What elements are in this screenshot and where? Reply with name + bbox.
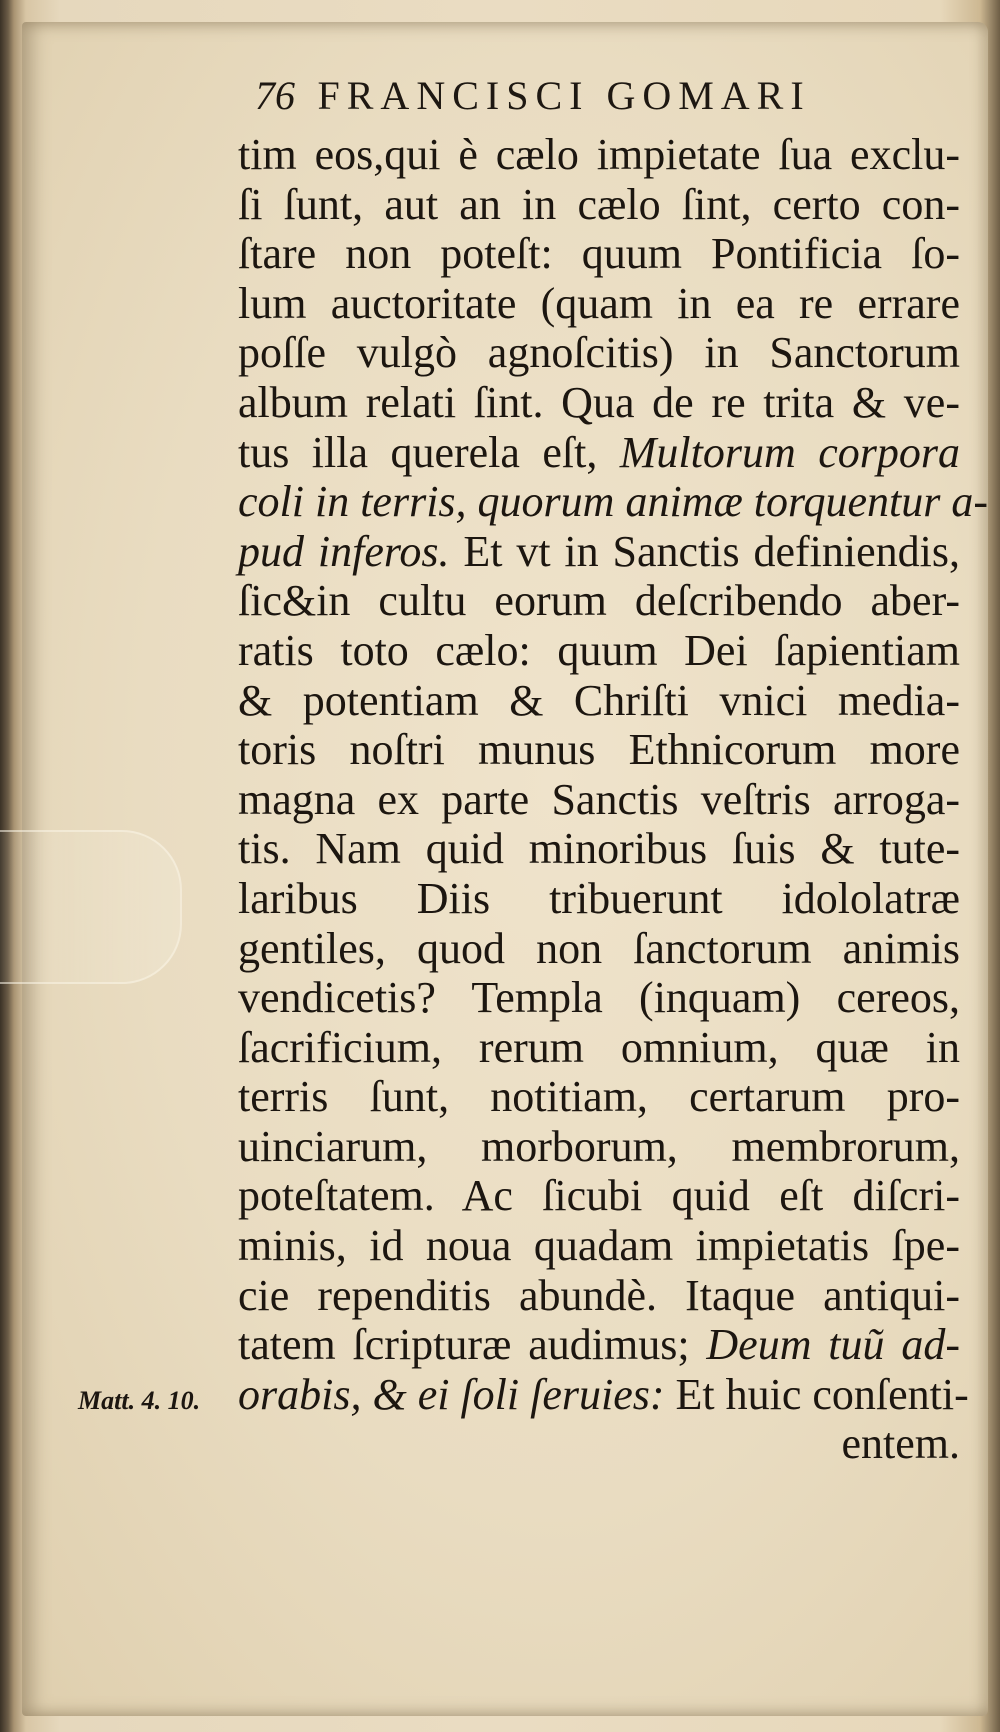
text-line: [238, 378, 960, 428]
roman-run: cie rependitis abundè. Itaque antiqui-: [238, 1270, 960, 1320]
text-line: [238, 1221, 960, 1271]
text-line: [238, 824, 960, 874]
roman-run: tatem ſcripturæ audimus;: [238, 1320, 707, 1370]
roman-run: entem.: [841, 1419, 960, 1469]
text-line: [238, 130, 960, 180]
roman-run: tis. Nam quid minoribus ſuis & tute-: [238, 824, 960, 874]
text-line: [238, 676, 960, 726]
roman-run: ratis toto cælo: quum Dei ſapientiam: [238, 625, 960, 675]
text-line: [238, 428, 960, 478]
marginal-reference: Matt. 4. 10.: [78, 1386, 201, 1415]
roman-run: Et huic conſenti-: [664, 1369, 969, 1419]
roman-run: lum auctoritate (quam in ea re errare: [238, 278, 960, 328]
page-number: 76: [255, 73, 295, 118]
roman-run: toris noſtri munus Ethnicorum more: [238, 725, 960, 775]
roman-run: uinciarum, morborum, membrorum,: [238, 1121, 960, 1171]
text-line: [238, 180, 960, 230]
text-line: [238, 328, 960, 378]
roman-run: & potentiam & Chriſti vnici media-: [238, 675, 960, 725]
text-line: [238, 1171, 960, 1221]
roman-run: ſi ſunt, aut an in cælo ſint, certo con-: [238, 179, 960, 229]
body-text: [238, 130, 989, 1469]
text-line: [238, 1419, 960, 1469]
text-line: [238, 725, 960, 775]
italic-run: Deum tuũ ad-: [706, 1320, 960, 1370]
running-head: [255, 72, 955, 132]
text-line: [238, 924, 960, 974]
text-line: [238, 874, 960, 924]
roman-run: ſic&in cultu eorum deſcribendo aber-: [238, 576, 960, 626]
roman-run: laribus Diis tribuerunt idololatræ: [238, 873, 960, 923]
text-line: [238, 1072, 960, 1122]
roman-run: gentiles, quod non ſanctorum animis: [238, 923, 960, 973]
roman-run: vendicetis? Templa (inquam) cereos,: [238, 973, 960, 1023]
page-clip-bookmark: [0, 830, 182, 984]
text-line: [238, 1320, 960, 1370]
text-line: [238, 1023, 960, 1073]
text-line: [238, 576, 960, 626]
roman-run: poteſtatem. Ac ſicubi quid eſt diſcri-: [238, 1171, 960, 1221]
italic-run: coli in terris, quorum animæ torquentur a-: [238, 477, 989, 527]
roman-run: magna ex parte Sanctis veſtris arroga-: [238, 774, 960, 824]
text-line: [238, 1122, 960, 1172]
text-line: [238, 1369, 969, 1420]
italic-run: pud inferos.: [238, 526, 450, 576]
roman-run: album relati ſint. Qua de re trita & ve-: [238, 377, 960, 427]
italic-run: Multorum corpora: [619, 427, 961, 477]
roman-run: tus illa querela eſt,: [238, 427, 620, 477]
text-line: [238, 775, 960, 825]
roman-run: terris ſunt, notitiam, certarum pro-: [238, 1072, 960, 1122]
text-line: [238, 279, 960, 329]
text-line: [238, 527, 960, 577]
roman-run: poſſe vulgò agnoſcitis) in Sanctorum: [238, 328, 960, 378]
roman-run: ſacrificium, rerum omnium, quæ in: [238, 1022, 960, 1072]
text-line: [238, 626, 960, 676]
roman-run: minis, id noua quadam impietatis ſpe-: [238, 1221, 960, 1271]
text-line: [238, 1271, 960, 1321]
text-line: [238, 229, 960, 279]
text-line: [238, 973, 960, 1023]
italic-run: orabis, & ei ſoli ſeruies:: [238, 1369, 665, 1419]
roman-run: tim eos,qui è cælo impietate ſua exclu-: [238, 130, 960, 179]
text-line: [238, 477, 989, 527]
roman-run: ſtare non poteſt: quum Pontificia ſo-: [238, 229, 960, 279]
running-title: FRANCISCI GOMARI: [317, 73, 811, 118]
roman-run: Et vt in Sanctis definiendis,: [449, 526, 960, 576]
